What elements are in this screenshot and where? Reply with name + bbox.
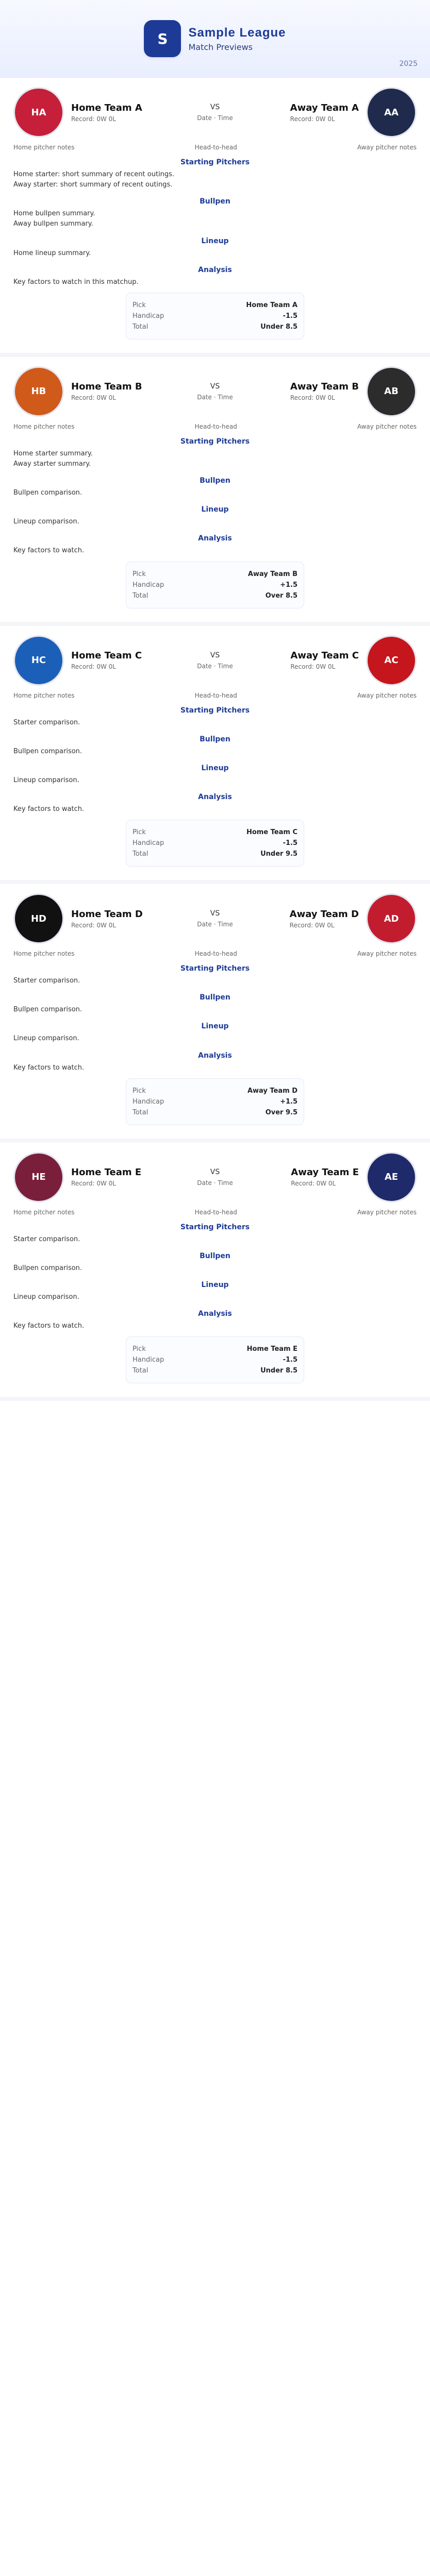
section-title: Starting Pitchers [180, 437, 250, 446]
prediction-winner-label: Pick [133, 1087, 146, 1095]
section-title: Lineup [201, 505, 229, 514]
strip-right: Away pitcher notes [357, 950, 417, 958]
section-title: Bullpen [200, 993, 230, 1002]
home-team [13, 366, 178, 417]
away-team-logo: AD [366, 893, 417, 944]
prediction-total [133, 1109, 297, 1116]
vs-label: VS [210, 103, 220, 111]
section-paragraph: Bullpen comparison. [13, 747, 82, 755]
section-paragraph: Bullpen comparison. [13, 1264, 82, 1272]
home-team-record: Record: 0W 0L [71, 394, 116, 402]
prediction-winner [133, 828, 297, 836]
match-card [0, 884, 430, 1143]
strip-left: Home pitcher notes [13, 950, 75, 958]
section-paragraph: Key factors to watch. [13, 1063, 85, 1072]
away-team-info [290, 103, 359, 123]
strip-right: Away pitcher notes [357, 144, 417, 151]
prediction-box [126, 820, 304, 867]
brand-subtitle: Match Previews [188, 42, 253, 52]
prediction-handicap-label: Handicap [133, 839, 164, 848]
pitcher-strip [13, 144, 417, 151]
home-team-record: Record: 0W 0L [71, 1180, 116, 1188]
prediction-winner-value: Away Team B [247, 570, 297, 578]
prediction-winner-label: Pick [133, 828, 146, 837]
prediction-winner-label: Pick [133, 301, 146, 309]
prediction-handicap [133, 1356, 297, 1364]
home-team-logo: HB [13, 366, 64, 417]
prediction-winner-value: Home Team E [246, 1345, 297, 1353]
section-title: Starting Pitchers [180, 1223, 250, 1231]
prediction-winner [133, 301, 297, 309]
section-title: Analysis [198, 1310, 232, 1318]
match-meta: Date · Time [197, 393, 233, 401]
away-team-name: Away Team D [289, 908, 359, 920]
section-paragraph: Starter comparison. [13, 1235, 80, 1243]
pitcher-strip [13, 423, 417, 430]
section-title: Analysis [198, 265, 232, 274]
prediction-handicap-value: +1.5 [280, 1097, 297, 1106]
match-card [0, 626, 430, 885]
vs-block [184, 1168, 246, 1187]
section-title: Lineup [201, 764, 229, 772]
home-team-logo: HC [13, 635, 64, 686]
strip-left: Home pitcher notes [13, 144, 75, 151]
section-paragraph: Home starter summary. Away starter summary. [13, 449, 93, 468]
home-team-info [71, 650, 142, 670]
prediction-total-value: Under 9.5 [260, 850, 297, 858]
section-title: Analysis [198, 534, 232, 543]
away-team-info [290, 650, 359, 670]
section-title: Bullpen [200, 197, 230, 206]
home-team [13, 87, 178, 138]
match-meta: Date · Time [197, 1179, 233, 1187]
prediction-winner [133, 1345, 297, 1353]
prediction-total-value: Under 8.5 [260, 1367, 297, 1375]
prediction-total [133, 1367, 297, 1375]
home-team [13, 635, 178, 686]
section-title: Lineup [201, 1022, 229, 1031]
strip-right: Away pitcher notes [357, 1208, 417, 1216]
section-paragraph: Home lineup summary. [13, 249, 91, 257]
section-paragraph: Bullpen comparison. [13, 1006, 82, 1014]
header-banner [0, 0, 430, 78]
section-paragraph: Lineup comparison. [13, 1293, 79, 1301]
home-team-record: Record: 0W 0L [71, 115, 116, 123]
prediction-handicap-value: -1.5 [283, 1356, 297, 1364]
home-team [13, 893, 178, 944]
prediction-handicap-label: Handicap [133, 1356, 164, 1364]
section-title: Starting Pitchers [180, 158, 250, 166]
away-team-logo: AA [366, 87, 417, 138]
section-title: Starting Pitchers [180, 964, 250, 973]
vs-block [184, 382, 246, 401]
prediction-winner-value: Home Team C [246, 828, 297, 837]
vs-block [184, 651, 246, 670]
home-team-name: Home Team B [71, 381, 142, 393]
prediction-handicap-label: Handicap [133, 1097, 164, 1106]
home-team-record: Record: 0W 0L [71, 663, 116, 671]
vs-label: VS [210, 1167, 220, 1176]
away-team-logo: AB [366, 366, 417, 417]
prediction-winner-label: Pick [133, 570, 146, 578]
prediction-total-label: Total [133, 850, 148, 858]
vs-label: VS [210, 382, 220, 391]
section-paragraph: Starter comparison. [13, 977, 80, 985]
prediction-winner [133, 570, 297, 578]
away-team [252, 635, 417, 686]
strip-right: Away pitcher notes [357, 422, 417, 430]
home-team-name: Home Team E [71, 1167, 142, 1178]
section-paragraph: Key factors to watch. [13, 547, 85, 555]
strip-left: Home pitcher notes [13, 1208, 75, 1216]
prediction-winner-value: Away Team D [247, 1087, 297, 1095]
prediction-total-label: Total [133, 1108, 148, 1116]
section-paragraph: Key factors to watch. [13, 805, 85, 813]
home-team-info [71, 1167, 141, 1187]
away-team [252, 893, 417, 944]
prediction-handicap-label: Handicap [133, 581, 164, 589]
section-title: Analysis [198, 1051, 232, 1060]
prediction-total [133, 850, 297, 858]
away-team-record: Record: 0W 0L [291, 1180, 336, 1188]
section-paragraph: Key factors to watch in this matchup. [13, 278, 139, 286]
prediction-total-label: Total [133, 591, 148, 600]
section-paragraph: Lineup comparison. [13, 1035, 79, 1043]
away-team-name: Away Team E [291, 1167, 359, 1178]
section-paragraph: Home starter: short summary of recent outings. Away starter: short summary of recent outings. [13, 171, 175, 189]
match-card [0, 78, 430, 357]
prediction-winner-value: Home Team A [246, 301, 297, 309]
strip-center: Head-to-head [194, 144, 237, 151]
prediction-handicap-value: -1.5 [283, 839, 297, 848]
away-team-record: Record: 0W 0L [289, 921, 335, 929]
prediction-winner [133, 1087, 297, 1095]
brand-titles [188, 26, 286, 52]
home-team-name: Home Team D [71, 908, 143, 920]
prediction-total-value: Over 8.5 [265, 591, 297, 600]
match-card [0, 1143, 430, 1401]
match-header [13, 893, 417, 944]
away-team-name: Away Team A [290, 102, 359, 113]
away-team [252, 366, 417, 417]
prediction-total [133, 592, 297, 600]
vs-block [184, 909, 246, 928]
home-team-name: Home Team C [71, 650, 142, 662]
section-title: Lineup [201, 1280, 229, 1289]
away-team-name: Away Team B [290, 381, 359, 393]
pitcher-strip [13, 950, 417, 957]
match-meta: Date · Time [197, 662, 233, 670]
strip-center: Head-to-head [194, 1208, 237, 1216]
away-team-logo: AC [366, 635, 417, 686]
section-paragraph: Lineup comparison. [13, 518, 79, 526]
prediction-handicap [133, 1098, 297, 1106]
home-team-logo: HD [13, 893, 64, 944]
section-title: Lineup [201, 236, 229, 245]
match-card [0, 357, 430, 626]
section-title: Bullpen [200, 477, 230, 485]
section-title: Analysis [198, 792, 232, 801]
prediction-handicap [133, 312, 297, 320]
prediction-total-value: Under 8.5 [260, 323, 297, 331]
match-list [0, 78, 430, 1401]
strip-left: Home pitcher notes [13, 422, 75, 430]
strip-center: Head-to-head [194, 422, 237, 430]
match-header [13, 366, 417, 417]
prediction-box [126, 1336, 304, 1383]
section-paragraph: Key factors to watch. [13, 1322, 85, 1330]
match-header [13, 635, 417, 686]
strip-left: Home pitcher notes [13, 691, 75, 699]
strip-center: Head-to-head [194, 691, 237, 699]
home-team-info [71, 103, 142, 123]
prediction-box [126, 293, 304, 340]
home-team-info [71, 381, 142, 401]
brand-badge: S [144, 20, 181, 57]
section-title: Bullpen [200, 735, 230, 743]
section-title: Bullpen [200, 1251, 230, 1260]
vs-label: VS [210, 651, 220, 659]
section-paragraph: Starter comparison. [13, 718, 80, 726]
away-team-record: Record: 0W 0L [290, 394, 335, 402]
brand-year: 2025 [399, 60, 418, 68]
home-team-name: Home Team A [71, 102, 142, 113]
section-title: Starting Pitchers [180, 706, 250, 715]
prediction-handicap-value: +1.5 [280, 581, 297, 589]
section-paragraph: Bullpen comparison. [13, 489, 82, 497]
home-team-info [71, 909, 143, 929]
home-team-record: Record: 0W 0L [71, 921, 116, 929]
footer-space [0, 1401, 430, 1411]
match-meta: Date · Time [197, 921, 233, 928]
away-team-record: Record: 0W 0L [290, 663, 336, 671]
away-team-logo: AE [366, 1152, 417, 1202]
away-team [252, 1152, 417, 1202]
home-team-logo: HE [13, 1152, 64, 1202]
prediction-box [126, 562, 304, 608]
prediction-handicap [133, 839, 297, 847]
match-header [13, 1152, 417, 1202]
home-team-logo: HA [13, 87, 64, 138]
away-team-info [290, 909, 359, 929]
strip-right: Away pitcher notes [357, 691, 417, 699]
prediction-total-label: Total [133, 323, 148, 331]
away-team-name: Away Team C [290, 650, 359, 662]
prediction-box [126, 1078, 304, 1125]
prediction-handicap [133, 581, 297, 589]
home-team [13, 1152, 178, 1202]
prediction-handicap-value: -1.5 [283, 312, 297, 320]
section-paragraph: Home bullpen summary. Away bullpen summary. [13, 210, 95, 228]
away-team [252, 87, 417, 138]
brand-title: Sample League [188, 25, 286, 40]
vs-block [184, 103, 246, 122]
strip-center: Head-to-head [194, 950, 237, 958]
prediction-winner-label: Pick [133, 1345, 146, 1353]
prediction-total-value: Over 9.5 [265, 1108, 297, 1116]
away-team-info [290, 381, 359, 401]
pitcher-strip [13, 1209, 417, 1216]
prediction-total [133, 323, 297, 331]
match-header [13, 87, 417, 138]
vs-label: VS [210, 909, 220, 918]
pitcher-strip [13, 692, 417, 699]
away-team-info [291, 1167, 359, 1187]
section-paragraph: Lineup comparison. [13, 776, 79, 784]
prediction-total-label: Total [133, 1367, 148, 1375]
prediction-handicap-label: Handicap [133, 312, 164, 320]
brand-logo [144, 20, 286, 57]
away-team-record: Record: 0W 0L [290, 115, 335, 123]
match-meta: Date · Time [197, 114, 233, 122]
